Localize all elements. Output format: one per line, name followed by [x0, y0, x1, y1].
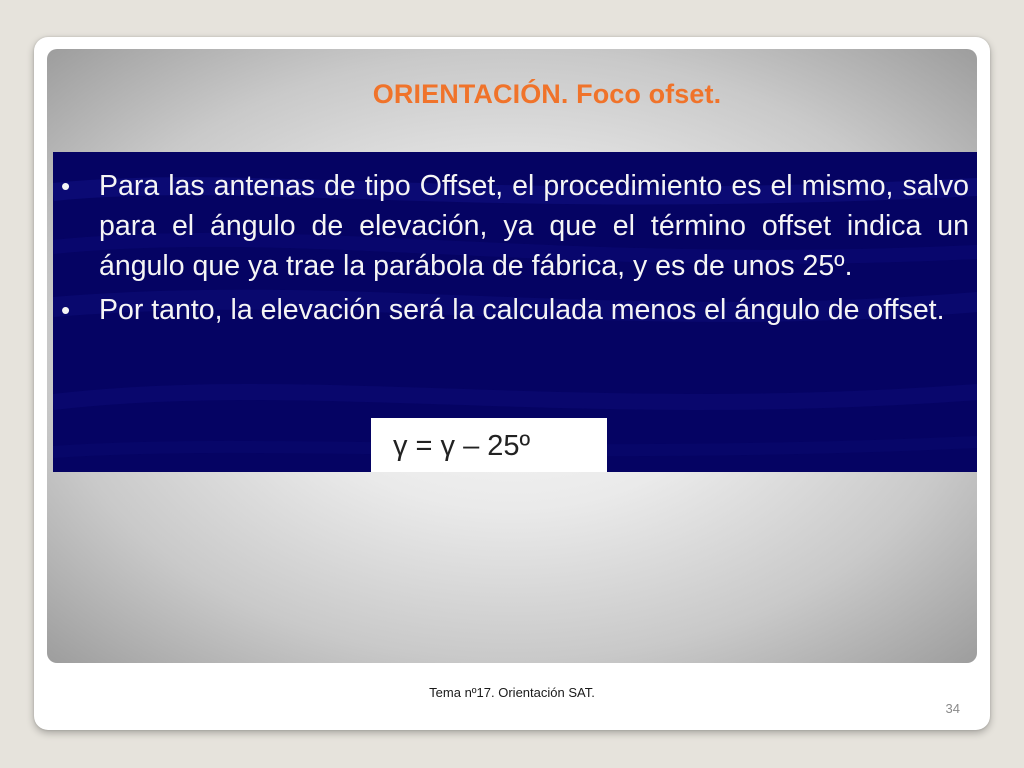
- slide-footer: Tema nº17. Orientación SAT.: [429, 685, 595, 700]
- bullet-text: Por tanto, la elevación será la calculada menos el ángulo de offset.: [99, 294, 945, 326]
- page-number: 34: [945, 701, 960, 716]
- slide-title: ORIENTACIÓN. Foco ofset.: [372, 79, 722, 109]
- bullet-list: [61, 166, 969, 334]
- bullet-marker: •: [61, 171, 71, 201]
- formula-box: γ = γ – 25º: [371, 418, 607, 472]
- slide-content-panel: [47, 49, 977, 663]
- slide-frame: [34, 37, 990, 730]
- bullet-text: Para las antenas de tipo Offset, el procedimiento es el mismo, salvo para el ángulo de elevación, ya que el término offset indica un ángulo que ya trae la parábola de fábrica, y es de unos 25º.: [99, 170, 969, 282]
- bullet-item: [61, 290, 969, 330]
- text-panel: [53, 152, 977, 472]
- bullet-marker: •: [61, 295, 71, 325]
- bullet-item: [61, 166, 969, 286]
